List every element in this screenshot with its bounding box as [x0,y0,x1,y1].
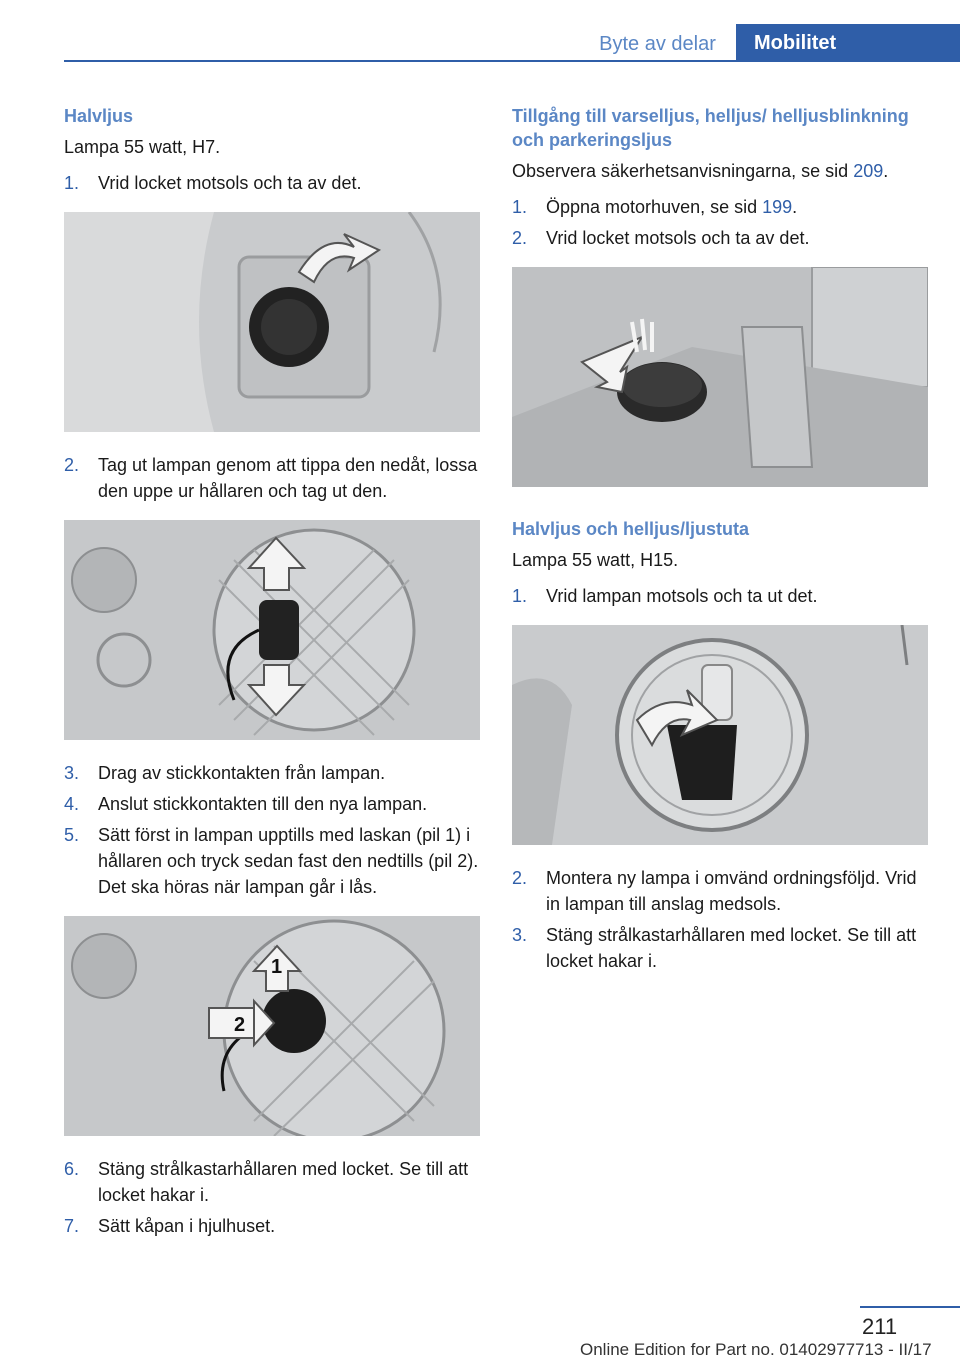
step-number: 1. [512,586,528,606]
step-text: Montera ny lampa i omvänd ordningsföljd. Vrid in lampan till anslag medsols. [546,868,917,914]
list-item [64,452,480,504]
list-item [64,1156,480,1208]
page-number: 211 [862,1314,898,1339]
step-number: 2. [512,228,528,248]
list-item [64,791,480,817]
step-number: 3. [512,925,528,945]
step-text-prefix: Öppna motorhuven, se sid [546,197,763,217]
step-text: Stäng strålkastarhållaren med locket. Se till att locket hakar i. [546,925,917,971]
figure-lamp-removal [64,520,480,740]
list-item [512,225,928,251]
step-text: Vrid lampan motsols och ta ut det. [546,586,818,606]
figure-headlight-cap [64,212,480,432]
left-column [64,104,480,1244]
safety-note-suffix: . [883,161,889,181]
step-text-suffix: . [792,197,798,217]
step-number: 7. [64,1216,80,1236]
figure-h15-lamp [512,625,928,845]
header-rule [64,60,960,62]
list-item [64,1213,480,1239]
safety-note [512,158,928,184]
section-heading-access: Tillgång till varselljus, helljus/ helljusblinkning och parkeringsljus [512,106,909,150]
step-text: Drag av stickkontakten från lampan. [98,763,386,783]
page-link-199[interactable]: 199 [762,197,793,217]
list-item [64,760,480,786]
step-number: 1. [512,197,528,217]
page-link-209[interactable]: 209 [853,161,884,181]
arrow-label-2: 2 [234,1014,246,1036]
arrow-label-1: 1 [271,956,283,978]
footer-rule [860,1306,960,1308]
safety-note-text: Observera säkerhetsanvisningarna, se sid [512,161,854,181]
step-number: 5. [64,825,80,845]
right-column [512,104,928,979]
step-text: Sätt kåpan i hjulhuset. [98,1216,276,1236]
step-text [546,194,928,220]
list-item [512,583,928,609]
list-item [64,822,480,900]
step-number: 2. [64,455,80,475]
lamp-spec: Lampa 55 watt, H7. [64,137,221,157]
list-item [64,170,480,196]
step-text: Stäng strålkastarhållaren med locket. Se till att locket hakar i. [98,1159,469,1205]
edition-note: Online Edition for Part no. 01402977713 - II/17 [580,1340,932,1359]
figure-engine-bay-cap [512,267,928,487]
header-tab-chapter[interactable]: Mobilitet [736,24,960,62]
list-item [512,922,928,974]
step-number: 2. [512,868,528,888]
lamp-spec-2: Lampa 55 watt, H15. [512,550,679,570]
step-text: Vrid locket motsols och ta av det. [98,173,362,193]
figure-lamp-insertion [64,916,480,1136]
section-heading-high-beam: Halvljus och helljus/ljustuta [512,519,750,539]
section-heading-halvljus: Halvljus [64,106,134,126]
step-text: Anslut stickkontakten till den nya lampan. [98,794,428,814]
step-text: Sätt först in lampan upptills med laskan (pil 1) i hållaren och tryck sedan fast den nedtills (pil 2). Det ska höras när lampan går i lås. [98,825,479,897]
step-number: 1. [64,173,80,193]
step-text: Vrid locket motsols och ta av det. [546,228,810,248]
step-number: 4. [64,794,80,814]
header-tab-section[interactable]: Byte av delar [580,26,735,62]
list-item [512,194,928,220]
list-item [512,865,928,917]
step-text: Tag ut lampan genom att tippa den nedåt, lossa den uppe ur hållaren och tag ut den. [98,455,478,501]
step-number: 3. [64,763,80,783]
step-number: 6. [64,1159,80,1179]
